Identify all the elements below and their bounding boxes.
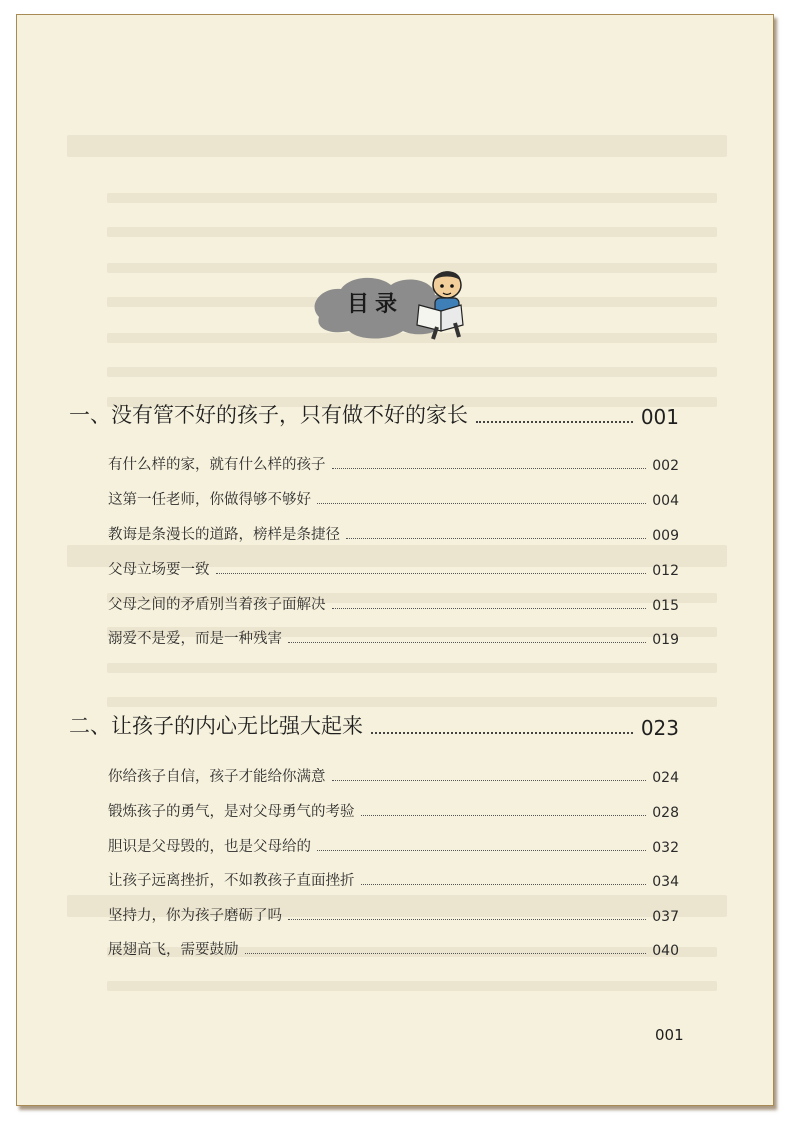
entry-title: 溺爱不是爱，而是一种残害 — [108, 631, 282, 647]
toc-entry[interactable] — [108, 453, 679, 474]
entry-page: 009 — [652, 528, 679, 544]
toc-section-2[interactable] — [69, 710, 679, 740]
entry-title: 这第一任老师，你做得够不够好 — [108, 492, 311, 508]
toc-section-1[interactable] — [69, 399, 679, 429]
entry-title: 让孩子远离挫折，不如教孩子直面挫折 — [108, 873, 355, 889]
entry-title: 教诲是条漫长的道路，榜样是条捷径 — [108, 527, 340, 543]
entry-page: 015 — [652, 598, 679, 614]
leader-dots — [371, 732, 633, 734]
section-title: 二、让孩子的内心无比强大起来 — [69, 714, 363, 738]
entry-title: 父母之间的矛盾别当着孩子面解决 — [108, 597, 326, 613]
entry-page: 004 — [652, 493, 679, 509]
entry-page: 002 — [652, 458, 679, 474]
toc-entry[interactable] — [108, 938, 679, 959]
leader-dots — [332, 780, 647, 781]
leader-dots — [288, 919, 646, 920]
entry-page: 012 — [652, 563, 679, 579]
entry-title: 锻炼孩子的勇气，是对父母勇气的考验 — [108, 804, 355, 820]
leader-dots — [361, 884, 647, 885]
entry-title: 胆识是父母毁的，也是父母给的 — [108, 839, 311, 855]
entry-title: 父母立场要一致 — [108, 562, 210, 578]
leader-dots — [332, 468, 647, 469]
toc-entry[interactable] — [108, 904, 679, 925]
entry-title: 有什么样的家，就有什么样的孩子 — [108, 457, 326, 473]
section-page: 001 — [640, 405, 679, 429]
toc-title: 目录 — [347, 292, 404, 317]
toc-entry[interactable] — [108, 869, 679, 890]
toc-entry[interactable] — [108, 765, 679, 786]
entry-page: 034 — [652, 874, 679, 890]
leader-dots — [317, 503, 646, 504]
leader-dots — [245, 953, 647, 954]
toc-entry[interactable] — [108, 627, 679, 648]
entry-title: 展翅高飞，需要鼓励 — [108, 942, 239, 958]
entry-page: 032 — [652, 840, 679, 856]
toc-entry[interactable] — [108, 523, 679, 544]
leader-dots — [216, 573, 647, 574]
leader-dots — [346, 538, 646, 539]
leader-dots — [332, 608, 647, 609]
section-page: 023 — [640, 716, 679, 740]
entry-title: 你给孩子自信，孩子才能给你满意 — [108, 769, 326, 785]
entry-page: 024 — [652, 770, 679, 786]
leader-dots — [317, 850, 646, 851]
toc-entry[interactable] — [108, 800, 679, 821]
toc-entry[interactable] — [108, 558, 679, 579]
entry-page: 019 — [652, 632, 679, 648]
entry-page: 037 — [652, 909, 679, 925]
section-title: 一、没有管不好的孩子，只有做不好的家长 — [69, 403, 468, 427]
book-page — [16, 14, 774, 1106]
toc-entry[interactable] — [108, 835, 679, 856]
leader-dots — [288, 642, 646, 643]
entry-page: 028 — [652, 805, 679, 821]
leader-dots — [361, 815, 647, 816]
page-number: 001 — [655, 1026, 684, 1044]
toc-entry[interactable] — [108, 488, 679, 509]
toc-entry[interactable] — [108, 593, 679, 614]
entry-page: 040 — [652, 943, 679, 959]
toc-title-badge — [307, 265, 477, 345]
leader-dots — [476, 421, 633, 423]
entry-title: 坚持力，你为孩子磨砺了吗 — [108, 908, 282, 924]
